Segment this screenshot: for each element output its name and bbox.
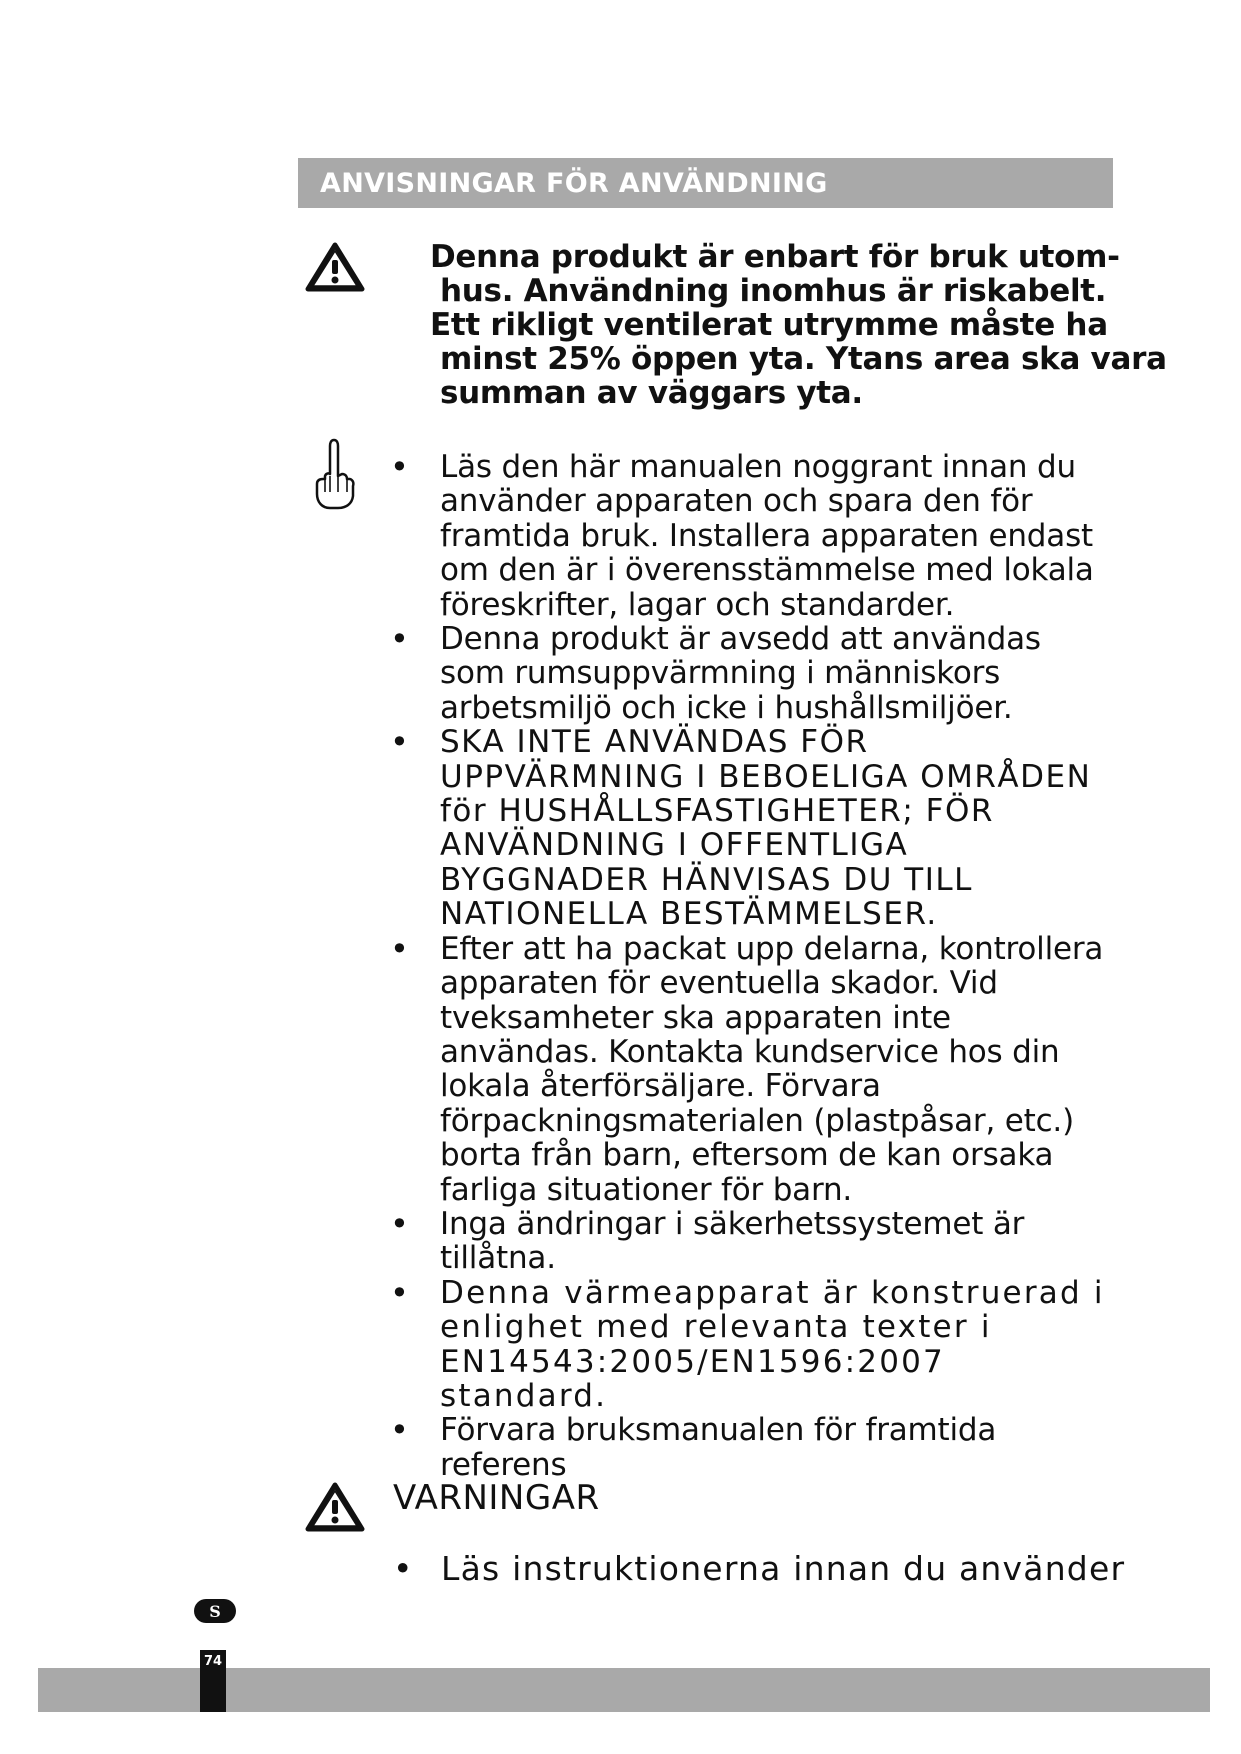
bullet-dot: • <box>393 1549 414 1588</box>
intro-line: summan av väggars yta. <box>440 375 863 411</box>
language-badge: S <box>194 1599 236 1623</box>
warning-triangle-icon <box>305 242 365 292</box>
list-item: • Inga ändringar i säkerhetssystemet är tillåtna. <box>390 1207 1115 1276</box>
warnings-item-text: Läs instruktionerna innan du använder <box>441 1549 1126 1588</box>
warning-triangle-icon <box>305 1482 365 1532</box>
list-item: • Denna produkt är avsedd att användas som rumsuppvärmning i människors arbetsmiljö och icke i hushållsmiljöer. <box>390 622 1115 725</box>
instruction-list <box>390 450 1115 1482</box>
section-header-bar <box>298 158 1113 208</box>
page-number: 74 <box>200 1650 226 1712</box>
list-item: • Läs den här manualen noggrant innan du använder apparaten och spara den för framtida bruk. Installera apparaten endast om den är i överensstämmelse med lokala föreskrifter, lagar och standarder. <box>390 450 1115 622</box>
warnings-heading: VARNINGAR <box>393 1478 600 1518</box>
list-item: • SKA INTE ANVÄNDAS FÖR UPPVÄRMNING I BEBOELIGA OMRÅDEN för HUSHÅLLSFASTIGHETER; FÖR ANVÄNDNING I OFFENTLIGA BYGGNADER HÄNVISAS DU TILL NATIONELLA BESTÄMMELSER. <box>390 725 1115 931</box>
warning-intro-text <box>430 239 1167 411</box>
list-item: • Denna värmeapparat är konstruerad i enlighet med relevanta texter i EN14543:2005/EN1596:2007 standard. <box>390 1276 1115 1414</box>
intro-line: minst 25% öppen yta. Ytans area ska vara <box>440 341 1167 377</box>
list-item: • Förvara bruksmanualen för framtida referens <box>390 1413 1115 1482</box>
intro-line: hus. Användning inomhus är riskabelt. <box>440 273 1107 309</box>
intro-line: Ett rikligt ventilerat utrymme måste ha <box>430 307 1108 343</box>
list-item: • Efter att ha packat upp delarna, kontrollera apparaten för eventuella skador. Vid tveksamheter ska apparaten inte användas. Kontakta kundservice hos din lokala återförsäljare. Förvara förpackningsmaterialen (plastpåsar, etc.) borta från barn, eftersom de kan orsaka farliga situationer för barn. <box>390 932 1115 1207</box>
hand-pointer-icon <box>312 436 356 512</box>
warnings-first-item <box>393 1549 1125 1588</box>
intro-line: Denna produkt är enbart för bruk utom- <box>430 239 1120 275</box>
section-title: ANVISNINGAR FÖR ANVÄNDNING <box>320 167 828 199</box>
